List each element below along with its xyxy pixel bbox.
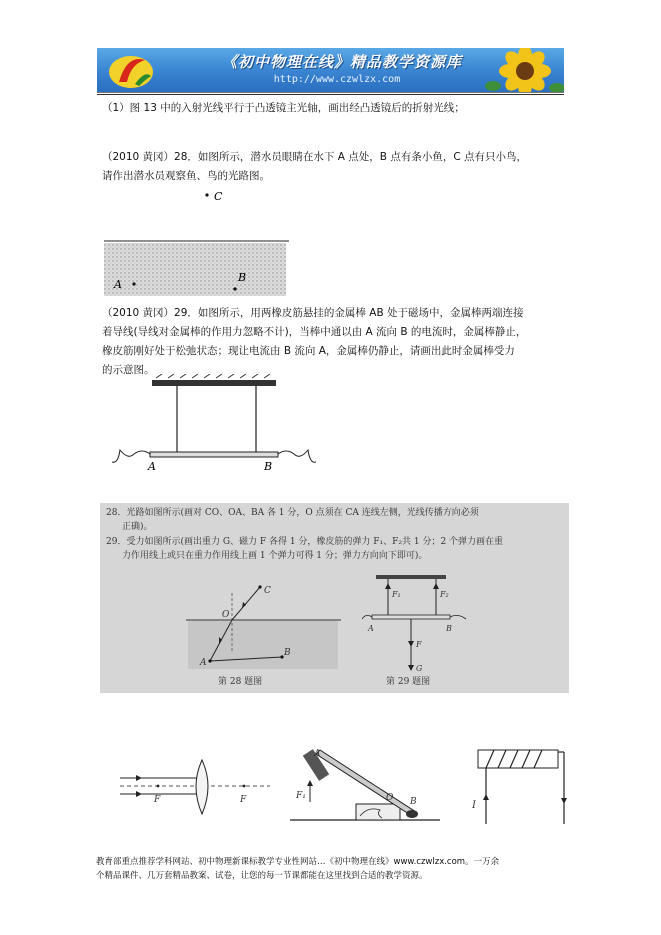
answer-28-line1: 28．光路如图所示(画对 CO、OA、BA 各 1 分，O 点须在 CA 连线左侧，光线传播方向必须 [106,508,479,518]
answer-28-line2: 正确)。 [122,522,153,532]
sunflower-icon [485,48,564,92]
ans28-label-b: B [284,648,291,658]
question-1-text: （1）图 13 中的入射光线平行于凸透镜主光轴，画出经凸透镜后的折射光线； [102,102,465,114]
answer-panel [100,503,569,693]
answer-29-line1: 29．受力如图所示(画出重力 G、磁力 F 各得 1 分，橡皮筋的弹力 F₁、F₂共 1 分；2 个弹力画在重 [106,537,504,547]
question-29-line2: 着导线(导线对金属棒的作用力忽略不计)，当棒中通以由 A 流向 B 的电流时，金属棒静止， [102,326,527,338]
question-29-line1: （2010 黄冈）29．如图所示，用两橡皮筋悬挂的金属棒 AB 处于磁场中，金属棒两端连接 [102,307,524,319]
lever-label-a: A [314,749,321,759]
banner-title: 《初中物理在线》精品教学资源库 [221,53,462,71]
answer-29-line2: 力作用线上或只在重力作用线上画 1 个弹力可得 1 分；弹力方向向下即可)。 [122,551,428,561]
point-c [205,193,208,196]
figure-29-rod [104,374,324,474]
label-b: B [238,271,247,284]
lever-label-o: O [386,793,394,803]
lens-label-f-left: F [154,795,161,805]
rod-label-a: A [148,460,156,473]
ans28-label-o: O [222,610,230,620]
answer-figure-29 [362,573,482,675]
lever-label-b: B [410,797,417,807]
ans29-label-f2: F₂ [440,590,449,599]
fig28-caption: 第 28 题图 [218,677,263,687]
question-28-line1: （2010 黄冈）28．如图所示，潜水员眼睛在水下 A 点处，B 点有条小鱼，C 点有只小鸟， [102,151,527,163]
rod-label-b: B [264,460,273,473]
ans28-label-a: A [200,658,207,668]
footer-line2: 个精品课件、几万套精品教案、试卷，让您的每一节课都能在这里找到合适的教学资源。 [96,871,428,881]
coil-label-i: I [472,800,476,811]
label-a: A [114,278,122,291]
question-28-line2: 请作出潜水员观察鱼、鸟的光路图。 [102,170,270,182]
figure-solenoid [464,742,584,828]
point-a [132,282,135,285]
fig29-caption: 第 29 题图 [386,677,431,687]
point-b [233,287,236,290]
ans29-label-f: F [416,640,422,649]
figure-28-diver [104,188,289,296]
ans29-label-f1: F₁ [392,590,401,599]
figure-convex-lens [120,758,270,818]
lens-label-f-right: F [240,795,247,805]
footer-line1: 教育部重点推荐学科网站、初中物理新课标教学专业性网站…《初中物理在线》www.czwlzx.com。一万余 [96,857,500,867]
lever-label-f1: F₁ [296,791,306,801]
question-29-line4: 的示意图。 [102,364,155,376]
ans29-label-a: A [368,624,374,633]
figure-lever [290,742,440,828]
header-rule [97,94,564,95]
logo-icon [105,50,157,90]
ans29-label-g: G [416,664,423,673]
ans29-label-b: B [446,624,452,633]
label-c: C [214,190,223,203]
ans28-label-c: C [264,586,271,596]
question-29-line3: 橡皮筋刚好处于松弛状态；现让电流由 B 流向 A，金属棒仍静止，请画出此时金属棒受力 [102,345,515,357]
header-banner [97,48,564,93]
answer-figure-28 [186,583,346,673]
banner-url[interactable]: http://www.czwlzx.com [273,74,401,85]
